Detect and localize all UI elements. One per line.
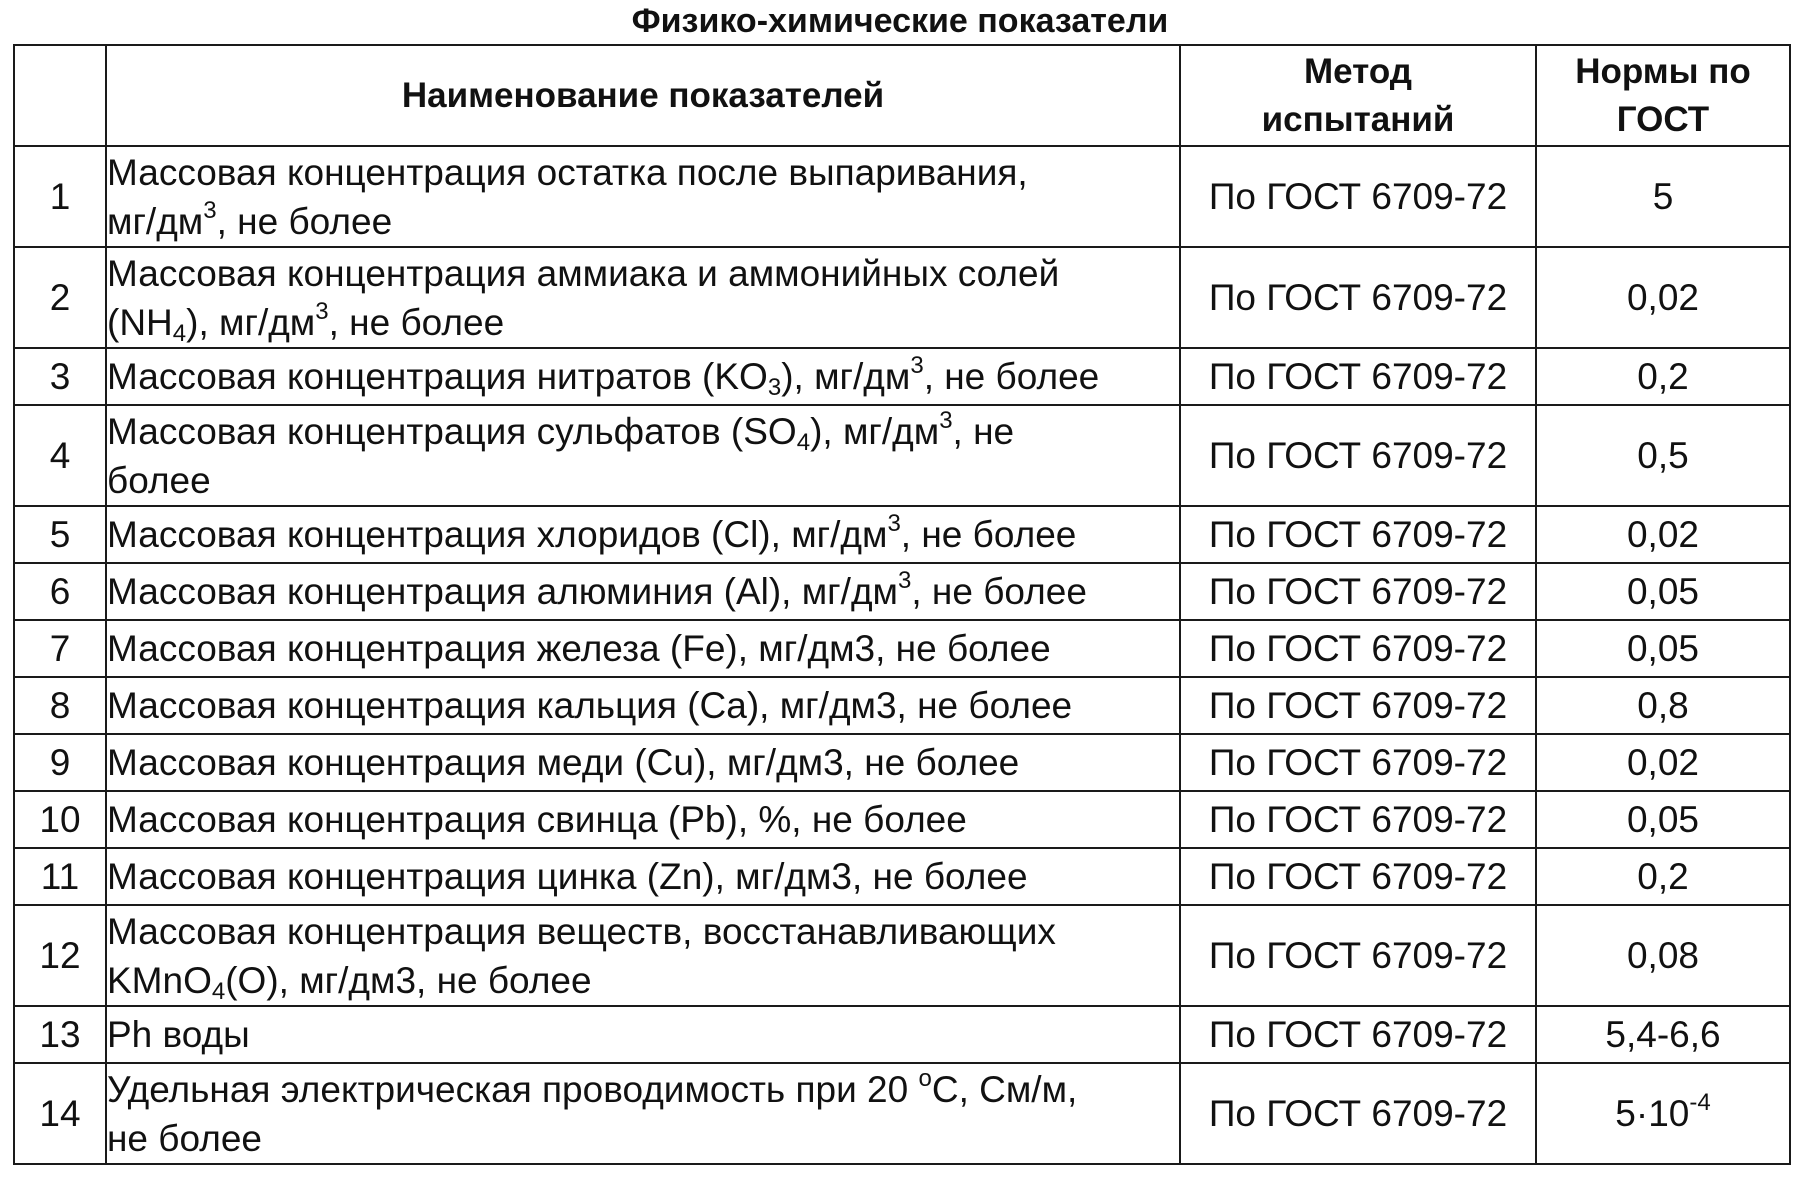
row-name-text: ), мг/дм bbox=[810, 410, 940, 452]
row-name-subscript: 3 bbox=[767, 374, 782, 401]
row-name-superscript: o bbox=[918, 1064, 932, 1092]
row-name-superscript: 3 bbox=[939, 406, 953, 434]
row-norm: 0,5 bbox=[1536, 405, 1790, 506]
row-name-superscript: 3 bbox=[910, 352, 924, 379]
table-row bbox=[14, 905, 1790, 1006]
row-name-text: не более bbox=[107, 1117, 262, 1159]
row-norm: 0,05 bbox=[1536, 563, 1790, 620]
row-number: 6 bbox=[14, 563, 106, 620]
table-row bbox=[14, 405, 1790, 506]
row-number: 11 bbox=[14, 848, 106, 905]
header-method-line1: Метод bbox=[1304, 51, 1412, 91]
row-norm: 0,02 bbox=[1536, 734, 1790, 791]
row-norm: 5,4-6,6 bbox=[1536, 1006, 1790, 1063]
row-name-superscript: 3 bbox=[887, 510, 901, 537]
row-name: Массовая концентрация железа (Fe), мг/дм3, не более bbox=[106, 620, 1180, 677]
row-method: По ГОСТ 6709-72 bbox=[1180, 620, 1536, 677]
row-name-text: KMnO bbox=[107, 959, 212, 1001]
row-method: По ГОСТ 6709-72 bbox=[1180, 848, 1536, 905]
table-row bbox=[14, 563, 1790, 620]
row-name-text: мг/дм bbox=[107, 200, 204, 242]
row-norm: 0,05 bbox=[1536, 620, 1790, 677]
row-name-text: , не более bbox=[911, 571, 1087, 612]
row-method: По ГОСТ 6709-72 bbox=[1180, 348, 1536, 405]
row-method: По ГОСТ 6709-72 bbox=[1180, 734, 1536, 791]
row-name-text: , не bbox=[952, 410, 1015, 452]
row-number: 1 bbox=[14, 146, 106, 247]
row-name bbox=[106, 348, 1180, 405]
row-name-text: (NH bbox=[107, 301, 173, 343]
row-norm-exponent: -4 bbox=[1689, 1089, 1711, 1116]
row-norm: 0,08 bbox=[1536, 905, 1790, 1006]
row-name-text: Массовая концентрация веществ, восстанавливающих bbox=[107, 910, 1056, 952]
row-name bbox=[106, 506, 1180, 563]
header-method bbox=[1180, 45, 1536, 146]
row-method: По ГОСТ 6709-72 bbox=[1180, 247, 1536, 348]
row-name-text: , не более bbox=[923, 356, 1100, 397]
row-name-text: Массовая концентрация остатка после выпаривания, bbox=[107, 151, 1028, 193]
row-name bbox=[106, 247, 1180, 348]
row-name bbox=[106, 563, 1180, 620]
table-row bbox=[14, 1063, 1790, 1164]
row-name-text: , не более bbox=[216, 200, 393, 242]
table-row bbox=[14, 146, 1790, 247]
row-name-text: Удельная электрическая проводимость при 20 bbox=[107, 1068, 919, 1110]
table-row bbox=[14, 677, 1790, 734]
row-method: По ГОСТ 6709-72 bbox=[1180, 677, 1536, 734]
row-name-text: , не более bbox=[328, 301, 505, 343]
row-number: 14 bbox=[14, 1063, 106, 1164]
header-norm bbox=[1536, 45, 1790, 146]
table-row bbox=[14, 734, 1790, 791]
header-norm-line2: ГОСТ bbox=[1616, 99, 1710, 139]
table-row bbox=[14, 1006, 1790, 1063]
row-name-subscript: 4 bbox=[172, 319, 187, 347]
row-number: 13 bbox=[14, 1006, 106, 1063]
row-name-subscript: 4 bbox=[796, 428, 811, 456]
row-number: 7 bbox=[14, 620, 106, 677]
row-number: 2 bbox=[14, 247, 106, 348]
table-row bbox=[14, 848, 1790, 905]
row-name: Ph воды bbox=[106, 1006, 1180, 1063]
row-number: 4 bbox=[14, 405, 106, 506]
row-method: По ГОСТ 6709-72 bbox=[1180, 1006, 1536, 1063]
row-method: По ГОСТ 6709-72 bbox=[1180, 1063, 1536, 1164]
row-number: 3 bbox=[14, 348, 106, 405]
row-method: По ГОСТ 6709-72 bbox=[1180, 563, 1536, 620]
row-number: 5 bbox=[14, 506, 106, 563]
row-norm: 0,05 bbox=[1536, 791, 1790, 848]
row-number: 8 bbox=[14, 677, 106, 734]
table-header-row bbox=[14, 45, 1790, 146]
row-name-text: Массовая концентрация хлоридов (Cl), мг/дм bbox=[107, 514, 888, 555]
row-name-text: , не более bbox=[900, 514, 1077, 555]
row-name-text: Массовая концентрация сульфатов (SO bbox=[107, 410, 797, 452]
row-method: По ГОСТ 6709-72 bbox=[1180, 506, 1536, 563]
row-name-text: более bbox=[107, 459, 211, 501]
properties-table bbox=[13, 44, 1791, 1165]
header-name: Наименование показателей bbox=[106, 45, 1180, 146]
row-name-text: Массовая концентрация алюминия (Al), мг/дм bbox=[107, 571, 898, 612]
row-method: По ГОСТ 6709-72 bbox=[1180, 905, 1536, 1006]
row-number: 12 bbox=[14, 905, 106, 1006]
row-norm: 0,2 bbox=[1536, 848, 1790, 905]
row-name: Массовая концентрация цинка (Zn), мг/дм3, не более bbox=[106, 848, 1180, 905]
row-name bbox=[106, 405, 1180, 506]
row-name-text: (O), мг/дм3, не более bbox=[225, 959, 592, 1001]
row-name-superscript: 3 bbox=[315, 297, 329, 325]
row-name-subscript: 4 bbox=[211, 977, 226, 1005]
row-norm: 0,02 bbox=[1536, 506, 1790, 563]
header-method-line2: испытаний bbox=[1261, 99, 1455, 139]
row-number: 10 bbox=[14, 791, 106, 848]
row-norm: 0,8 bbox=[1536, 677, 1790, 734]
row-method: По ГОСТ 6709-72 bbox=[1180, 405, 1536, 506]
row-norm-base: 5·10 bbox=[1615, 1093, 1690, 1134]
header-number bbox=[14, 45, 106, 146]
table-row bbox=[14, 791, 1790, 848]
row-norm bbox=[1536, 1063, 1790, 1164]
row-name-text: C, См/м, bbox=[931, 1068, 1078, 1110]
row-norm: 0,02 bbox=[1536, 247, 1790, 348]
table-row bbox=[14, 348, 1790, 405]
row-method: По ГОСТ 6709-72 bbox=[1180, 146, 1536, 247]
row-name: Массовая концентрация кальция (Ca), мг/дм3, не более bbox=[106, 677, 1180, 734]
header-norm-line1: Нормы по bbox=[1575, 51, 1751, 91]
row-method: По ГОСТ 6709-72 bbox=[1180, 791, 1536, 848]
row-norm: 5 bbox=[1536, 146, 1790, 247]
row-name-text: Массовая концентрация аммиака и аммонийных солей bbox=[107, 252, 1060, 294]
row-name: Массовая концентрация меди (Cu), мг/дм3, не более bbox=[106, 734, 1180, 791]
row-name-text: Массовая концентрация нитратов (KO bbox=[107, 356, 768, 397]
row-name bbox=[106, 905, 1180, 1006]
row-name-superscript: 3 bbox=[897, 567, 912, 594]
row-name-text: ), мг/дм bbox=[781, 356, 911, 397]
table-row bbox=[14, 506, 1790, 563]
row-name bbox=[106, 1063, 1180, 1164]
document-title: Физико-химические показатели bbox=[631, 2, 1169, 40]
row-name: Массовая концентрация свинца (Pb), %, не более bbox=[106, 791, 1180, 848]
row-name-superscript: 3 bbox=[203, 196, 217, 224]
row-name bbox=[106, 146, 1180, 247]
row-name-text: ), мг/дм bbox=[186, 301, 316, 343]
row-number: 9 bbox=[14, 734, 106, 791]
table-row bbox=[14, 620, 1790, 677]
table-row bbox=[14, 247, 1790, 348]
row-norm: 0,2 bbox=[1536, 348, 1790, 405]
